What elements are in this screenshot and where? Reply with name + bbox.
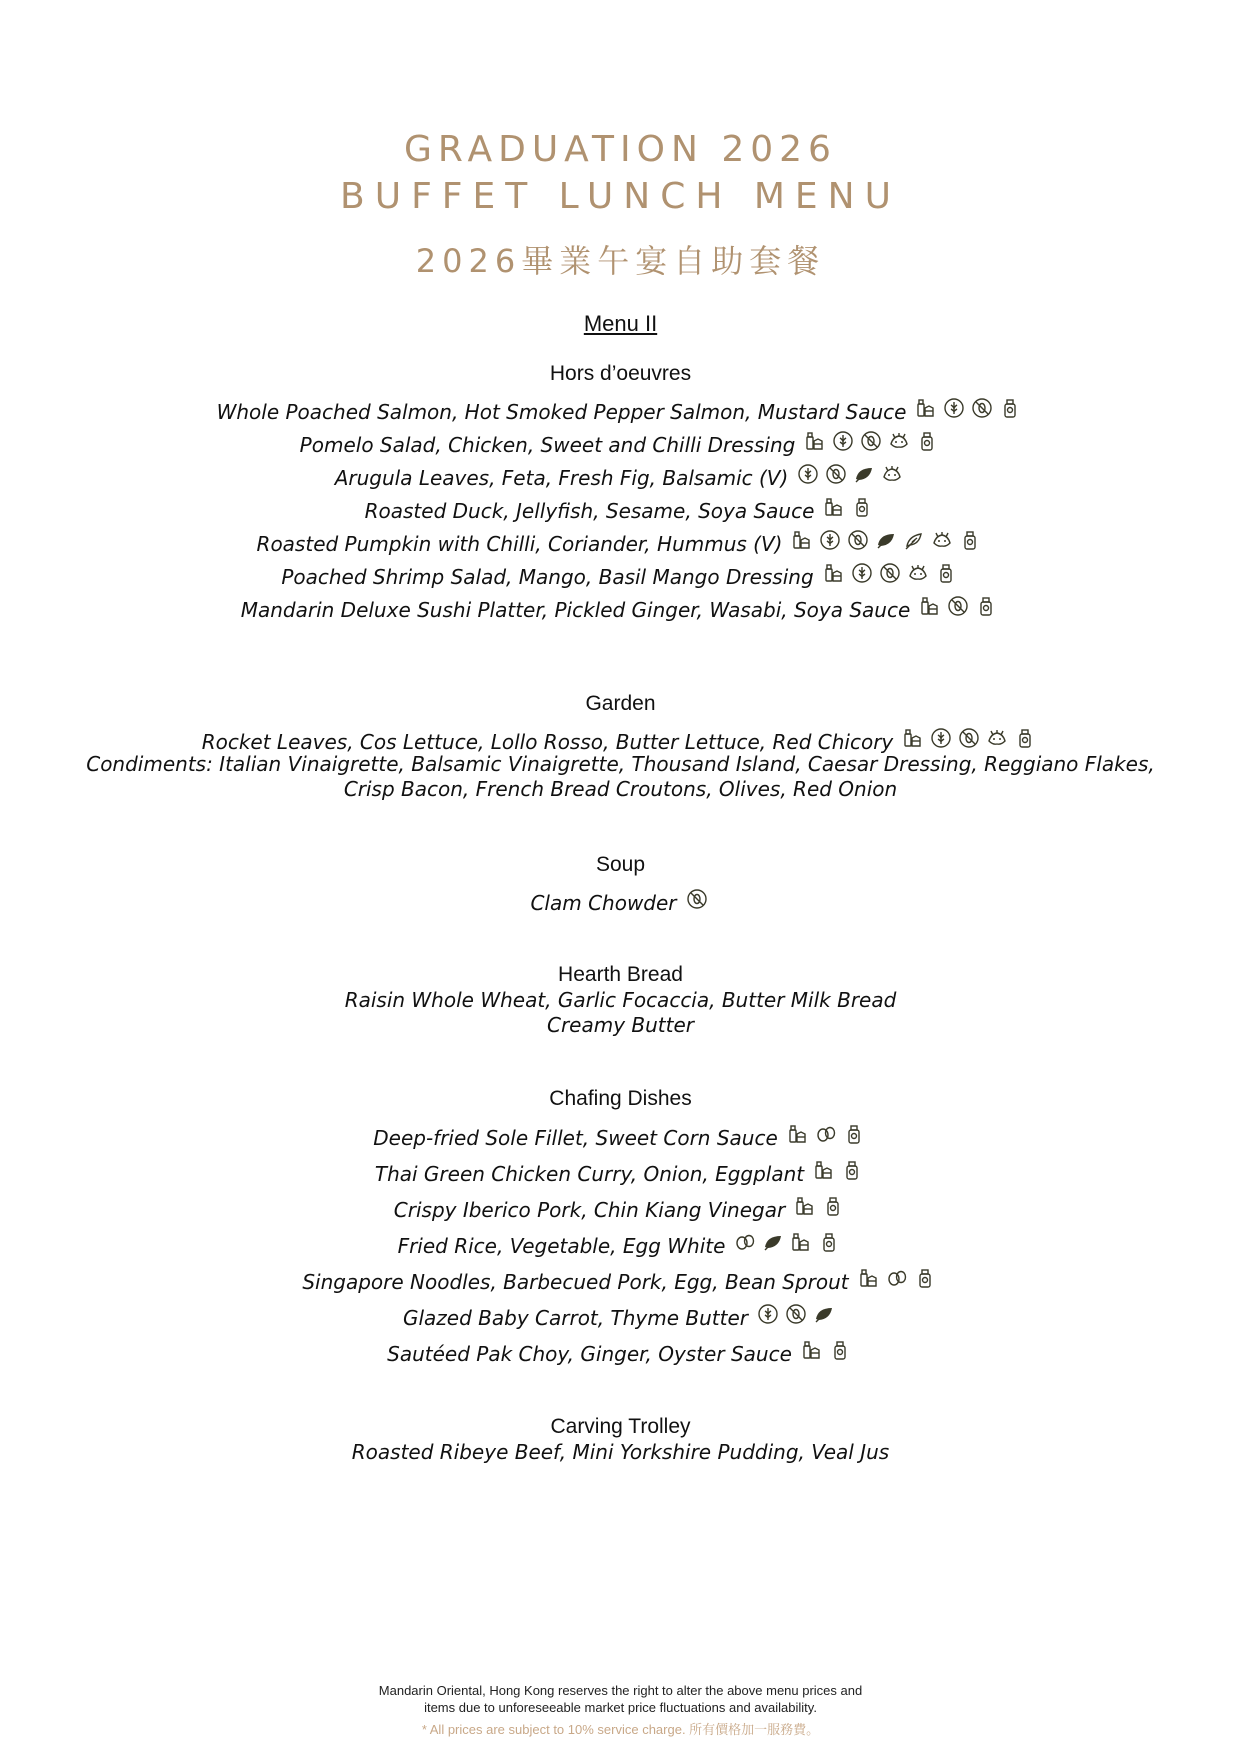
chafing-dishes-item: [0, 1120, 1241, 1150]
section-title-soup: Soup: [595, 853, 646, 876]
gluten-free-icon: [797, 463, 819, 485]
garden-item: [0, 724, 1241, 754]
dietary-icons: [820, 559, 960, 584]
local-ingredient-icon: [829, 1339, 851, 1361]
chafing-dishes-item: [0, 1264, 1241, 1294]
dairy-icon: [804, 430, 826, 452]
gluten-free-icon: [851, 562, 873, 584]
dietary-icons: [801, 427, 941, 452]
dairy-icon: [794, 1195, 816, 1217]
local-ingredient-icon: [935, 562, 957, 584]
dietary-icons: [798, 1336, 854, 1361]
dietary-icons: [683, 885, 711, 910]
garden-condiments-line-2: Crisp Bacon, French Bread Croutons, Olives, Red Onion: [343, 777, 898, 801]
gluten-free-icon: [832, 430, 854, 452]
dietary-icons: [916, 592, 1000, 617]
shellfish-icon: [888, 430, 910, 452]
vegan-icon: [903, 529, 925, 551]
section-title-hors-doeuvres: Hors d’oeuvres: [549, 362, 692, 385]
gluten-free-icon: [930, 727, 952, 749]
chafing-dishes-item: [0, 1156, 1241, 1186]
dietary-icons: [899, 724, 1039, 749]
chafing-dishes-item: [0, 1300, 1241, 1330]
egg-icon: [815, 1123, 837, 1145]
dish-name: Whole Poached Salmon, Hot Smoked Pepper Salmon, Mustard Sauce: [216, 400, 907, 424]
gluten-free-icon: [819, 529, 841, 551]
hors-doeuvres-item: [0, 559, 1241, 589]
dish-name: Mandarin Deluxe Sushi Platter, Pickled Ginger, Wasabi, Soya Sauce: [240, 598, 911, 622]
carving-line-1: Roasted Ribeye Beef, Mini Yorkshire Pudding, Veal Jus: [351, 1440, 890, 1464]
dietary-icons: [855, 1264, 939, 1289]
section-title-garden: Garden: [585, 692, 656, 715]
dietary-icons: [820, 493, 876, 518]
vegetarian-leaf-icon: [762, 1231, 784, 1253]
hors-doeuvres-item: [0, 493, 1241, 523]
nut-free-icon: [825, 463, 847, 485]
local-ingredient-icon: [959, 529, 981, 551]
chafing-dishes-item: [0, 1192, 1241, 1222]
shellfish-icon: [907, 562, 929, 584]
title-line-1: GRADUATION 2026: [404, 129, 837, 170]
nut-free-icon: [686, 888, 708, 910]
hors-doeuvres-item: [0, 526, 1241, 556]
footer-disclaimer-line-1: Mandarin Oriental, Hong Kong reserves the right to alter the above menu prices and: [378, 1683, 863, 1698]
egg-icon: [734, 1231, 756, 1253]
dairy-icon: [790, 1231, 812, 1253]
dietary-icons: [788, 526, 984, 551]
gluten-free-icon: [757, 1303, 779, 1325]
bread-line-2: Creamy Butter: [546, 1013, 695, 1037]
shellfish-icon: [986, 727, 1008, 749]
dairy-icon: [791, 529, 813, 551]
dish-name: Crispy Iberico Pork, Chin Kiang Vinegar: [393, 1198, 786, 1222]
vegetarian-leaf-icon: [853, 463, 875, 485]
dish-name: Singapore Noodles, Barbecued Pork, Egg, Bean Sprout: [302, 1270, 849, 1294]
local-ingredient-icon: [818, 1231, 840, 1253]
dish-name: Sautéed Pak Choy, Ginger, Oyster Sauce: [387, 1342, 792, 1366]
dietary-icons: [810, 1156, 866, 1181]
dairy-icon: [902, 727, 924, 749]
shellfish-icon: [931, 529, 953, 551]
dairy-icon: [823, 562, 845, 584]
chafing-dishes-item: [0, 1336, 1241, 1366]
dietary-icons: [794, 460, 906, 485]
local-ingredient-icon: [841, 1159, 863, 1181]
nut-free-icon: [860, 430, 882, 452]
local-ingredient-icon: [975, 595, 997, 617]
shellfish-icon: [881, 463, 903, 485]
garden-condiments-line-1: Condiments: Italian Vinaigrette, Balsamic Vinaigrette, Thousand Island, Caesar Dressing, Reggiano Flakes,: [86, 752, 1155, 776]
bread-line-1: Raisin Whole Wheat, Garlic Focaccia, Butter Milk Bread: [344, 988, 897, 1012]
nut-free-icon: [947, 595, 969, 617]
footer-service-charge-note: * All prices are subject to 10% service charge. 所有價格加一服務費。: [421, 1722, 820, 1737]
section-title-carving-trolley: Carving Trolley: [550, 1415, 691, 1438]
dairy-icon: [915, 397, 937, 419]
hors-doeuvres-item: [0, 592, 1241, 622]
dairy-icon: [919, 595, 941, 617]
dish-name: Roasted Duck, Jellyfish, Sesame, Soya Sauce: [364, 499, 815, 523]
local-ingredient-icon: [851, 496, 873, 518]
footer-disclaimer-line-2: items due to unforeseeable market price fluctuations and availability.: [424, 1700, 817, 1715]
dish-name: Pomelo Salad, Chicken, Sweet and Chilli Dressing: [299, 433, 796, 457]
dietary-icons: [912, 394, 1024, 419]
nut-free-icon: [958, 727, 980, 749]
hors-doeuvres-item: [0, 427, 1241, 457]
egg-icon: [886, 1267, 908, 1289]
local-ingredient-icon: [916, 430, 938, 452]
dish-name: Roasted Pumpkin with Chilli, Coriander, Hummus (V): [256, 532, 783, 556]
dairy-icon: [813, 1159, 835, 1181]
dairy-icon: [823, 496, 845, 518]
hors-doeuvres-item: [0, 460, 1241, 490]
dairy-icon: [801, 1339, 823, 1361]
menu-label: Menu II: [583, 311, 658, 336]
nut-free-icon: [785, 1303, 807, 1325]
nut-free-icon: [879, 562, 901, 584]
local-ingredient-icon: [1014, 727, 1036, 749]
local-ingredient-icon: [843, 1123, 865, 1145]
section-title-hearth-bread: Hearth Bread: [558, 963, 683, 986]
vegetarian-leaf-icon: [875, 529, 897, 551]
section-title-chafing-dishes: Chafing Dishes: [549, 1087, 692, 1110]
dish-name: Poached Shrimp Salad, Mango, Basil Mango Dressing: [281, 565, 814, 589]
dairy-icon: [787, 1123, 809, 1145]
dairy-icon: [858, 1267, 880, 1289]
dish-name: Deep-fried Sole Fillet, Sweet Corn Sauce: [373, 1126, 778, 1150]
dietary-icons: [731, 1228, 843, 1253]
vegetarian-leaf-icon: [813, 1303, 835, 1325]
dietary-icons: [754, 1300, 838, 1325]
local-ingredient-icon: [999, 397, 1021, 419]
nut-free-icon: [971, 397, 993, 419]
local-ingredient-icon: [914, 1267, 936, 1289]
chafing-dishes-item: [0, 1228, 1241, 1258]
dish-name: Arugula Leaves, Feta, Fresh Fig, Balsamic (V): [334, 466, 789, 490]
gluten-free-icon: [943, 397, 965, 419]
soup-item: [0, 885, 1241, 915]
nut-free-icon: [847, 529, 869, 551]
dish-name: Glazed Baby Carrot, Thyme Butter: [403, 1306, 748, 1330]
dish-name: Rocket Leaves, Cos Lettuce, Lollo Rosso, Butter Lettuce, Red Chicory: [201, 730, 894, 754]
title-line-2: BUFFET LUNCH MENU: [340, 176, 901, 217]
dish-name: Clam Chowder: [530, 891, 677, 915]
hors-doeuvres-item: [0, 394, 1241, 424]
title-chinese: 2026畢業午宴自助套餐: [415, 242, 826, 280]
local-ingredient-icon: [822, 1195, 844, 1217]
dish-name: Fried Rice, Vegetable, Egg White: [397, 1234, 726, 1258]
dietary-icons: [791, 1192, 847, 1217]
dish-name: Thai Green Chicken Curry, Onion, Eggplant: [374, 1162, 805, 1186]
dietary-icons: [784, 1120, 868, 1145]
